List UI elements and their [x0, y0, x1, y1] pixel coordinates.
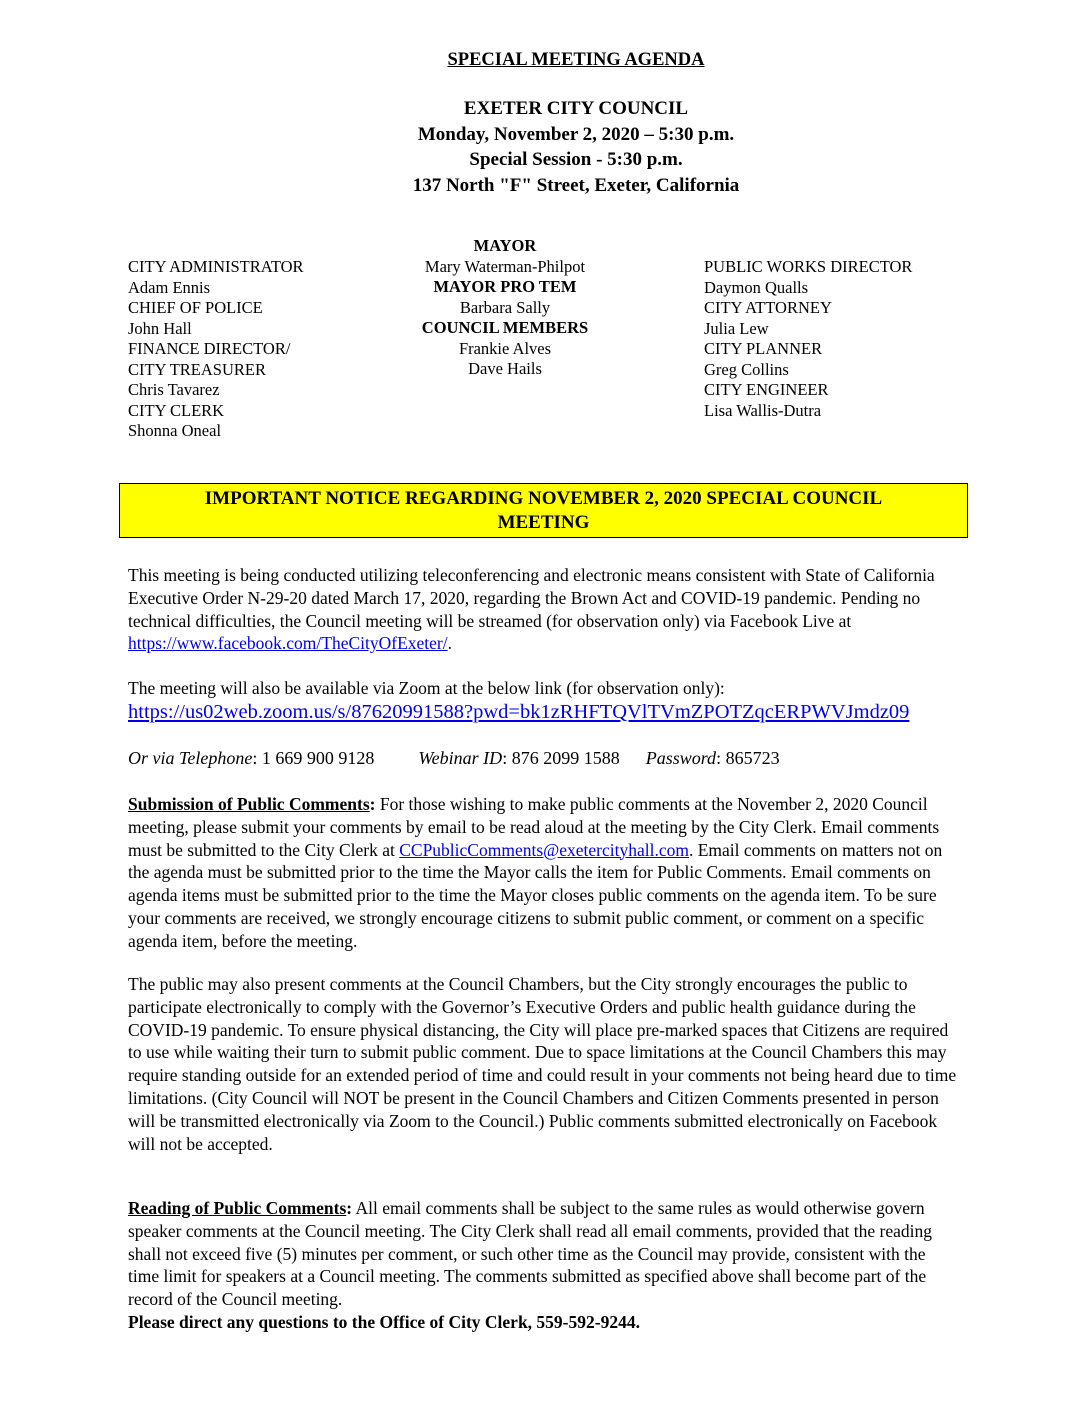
password-label: Password [645, 748, 717, 768]
mayor-name: Mary Waterman-Philpot [424, 256, 586, 276]
reading-paragraph: Reading of Public Comments: All email comments shall be subject to the same rules as would otherwise govern speaker comments at the Council meeting. The City Clerk shall read all email comments, provided that the reading shall not exceed five (5) minutes per comment, or such other time as the Council may provide, consistent with the time limit for speakers at a Council meeting. The comments submitted as specified above shall become part of the record of the Council meeting. Please direct any questions to the Office of City Clerk, 559-592-9244. [128, 1198, 932, 1332]
telephone-label: Or via Telephone [128, 748, 253, 768]
meeting-address: 137 North "F" Street, Exeter, California [412, 174, 740, 196]
council-column [380, 236, 630, 380]
staff-entry: Shonna Oneal [128, 421, 222, 440]
staff-left-column [128, 257, 388, 442]
staff-entry: CITY TREASURER [128, 359, 266, 379]
staff-entry: CITY ADMINISTRATOR [128, 257, 304, 276]
teleconference-paragraph [128, 564, 958, 655]
notice-line: IMPORTANT NOTICE REGARDING NOVEMBER 2, 2020 SPECIAL COUNCIL [204, 488, 883, 509]
mayor-heading: MAYOR [473, 236, 537, 255]
meeting-date: Monday, November 2, 2020 – 5:30 p.m. [417, 123, 735, 145]
paragraph-text: This meeting is being conducted utilizing teleconferencing and electronic means consistent with State of California Executive Order N-29-20 dated March 17, 2020, regarding the Brown Act and COVID-19 pandemic. Pending no technical difficulties, the Council meeting will be streamed (for observation only) via Facebook Live at [128, 565, 935, 631]
paragraph-text: For those wishing to make public comments at the November 2, 2020 Council meeting, please submit your comments by email to be read aloud at the meeting by the City Clerk. Email comments must be submitted to the City Clerk at [128, 794, 940, 860]
page-title: SPECIAL MEETING AGENDA [447, 50, 705, 70]
meeting-header [0, 96, 1088, 198]
telephone-line: Or via Telephone: 1 669 900 9128 Webinar ID: 876 2099 1588 Password: 865723 [128, 748, 780, 768]
submission-paragraph: Submission of Public Comments: For those wishing to make public comments at the November 2, 2020 Council meeting, please submit your comments by email to be read aloud at the meeting by the City Clerk. Email comments must be submitted to the City Clerk at CCPublicComments@exetercityhall.com. Email comments on matters not on the agenda must be submitted prior to the time the Mayor calls the item for Public Comments. Email comments on agenda items must be submitted prior to the time the Mayor closes public comments on the agenda item. To be sure your comments are received, we strongly encourage citizens to submit public comment, or comment on a specific agenda item, before the meeting. [128, 794, 943, 951]
staff-entry: CITY PLANNER [704, 339, 823, 358]
staff-entry: PUBLIC WORKS DIRECTOR [704, 257, 913, 276]
staff-entry: CHIEF OF POLICE [128, 298, 263, 317]
paragraph-text: . [447, 633, 452, 654]
pro-tem-name: Barbara Sally [459, 297, 551, 317]
notice-line: MEETING [497, 512, 590, 533]
webinar-id: 876 2099 1588 [511, 748, 620, 768]
council-member: Frankie Alves [458, 338, 552, 358]
staff-entry: Adam Ennis [128, 277, 211, 297]
staff-entry: John Hall [128, 318, 192, 338]
staff-entry: CITY CLERK [128, 400, 225, 420]
staff-entry: Greg Collins [704, 359, 789, 379]
facebook-link[interactable]: https://www.facebook.com/TheCityOfExeter/ [128, 633, 448, 654]
council-member: Dave Hails [468, 359, 542, 378]
staff-entry: FINANCE DIRECTOR/ [128, 339, 291, 358]
zoom-paragraph: The meeting will also be available via Zoom at the below link (for observation only): [128, 678, 725, 698]
contact-line: Please direct any questions to the Office of City Clerk, 559-592-9244. [128, 1311, 640, 1332]
staff-entry: CITY ENGINEER [704, 380, 829, 399]
staff-entry: Lisa Wallis-Dutra [704, 400, 822, 420]
paragraph-text: All email comments shall be subject to the same rules as would otherwise govern speaker comments at the Council meeting. The City Clerk shall read all email comments, provided that the reading shall not exceed five (5) minutes per comment, or such other time as the Council may provide, consistent with the time limit for speakers at a Council meeting. The comments submitted as specified above shall become part of the record of the Council meeting. [128, 1198, 932, 1310]
password-value: 865723 [725, 748, 780, 768]
staff-entry: Julia Lew [704, 318, 769, 338]
staff-entry: CITY ATTORNEY [704, 298, 832, 317]
staff-entry: Daymon Qualls [704, 277, 809, 297]
chambers-paragraph: The public may also present comments at the Council Chambers, but the City strongly encourages the public to participate electronically to comply with the Governor’s Executive Orders and public health guidance during the COVID-19 pandemic. To ensure physical distancing, the City will place pre-marked spaces that Citizens are required to use while waiting their turn to submit public comment. Due to space limitations at the Council Chambers this may require standing outside for an extended period of time and could result in your comments not being heard due to time limitations. (City Council will NOT be present in the Council Chambers and Citizen Comments presented in person will be transmitted electronically via Zoom to the Council.) Public comments submitted electronically on Facebook will not be accepted. [128, 974, 957, 1154]
council-members-heading: COUNCIL MEMBERS [421, 318, 589, 337]
session-time: Special Session - 5:30 p.m. [469, 149, 683, 170]
zoom-link[interactable]: https://us02web.zoom.us/s/87620991588?pwd=bk1zRHFTQVlTVmZPOTZqcERPWVJmdz09 [128, 701, 910, 723]
submission-heading: Submission of Public Comments [128, 794, 370, 814]
reading-heading: Reading of Public Comments [128, 1198, 347, 1218]
paragraph-text: . Email comments on matters not on the agenda must be submitted prior to the time the Mayor calls the item for Public Comments. Email comments on agenda items must be submitted prior to the time the Mayor closes public comments on the agenda item. To be sure your comments are received, we strongly encourage citizens to submit public comment, or comment on a specific agenda item, before the meeting. [128, 839, 943, 951]
webinar-label: Webinar ID [418, 748, 503, 768]
council-name: EXETER CITY COUNCIL [463, 98, 689, 119]
staff-right-column [704, 257, 1004, 421]
staff-entry: Chris Tavarez [128, 380, 220, 399]
email-link[interactable]: CCPublicComments@exetercityhall.com [399, 839, 689, 860]
important-notice-box [119, 483, 968, 538]
pro-tem-heading: MAYOR PRO TEM [433, 277, 577, 296]
telephone-number: 1 669 900 9128 [261, 748, 375, 768]
